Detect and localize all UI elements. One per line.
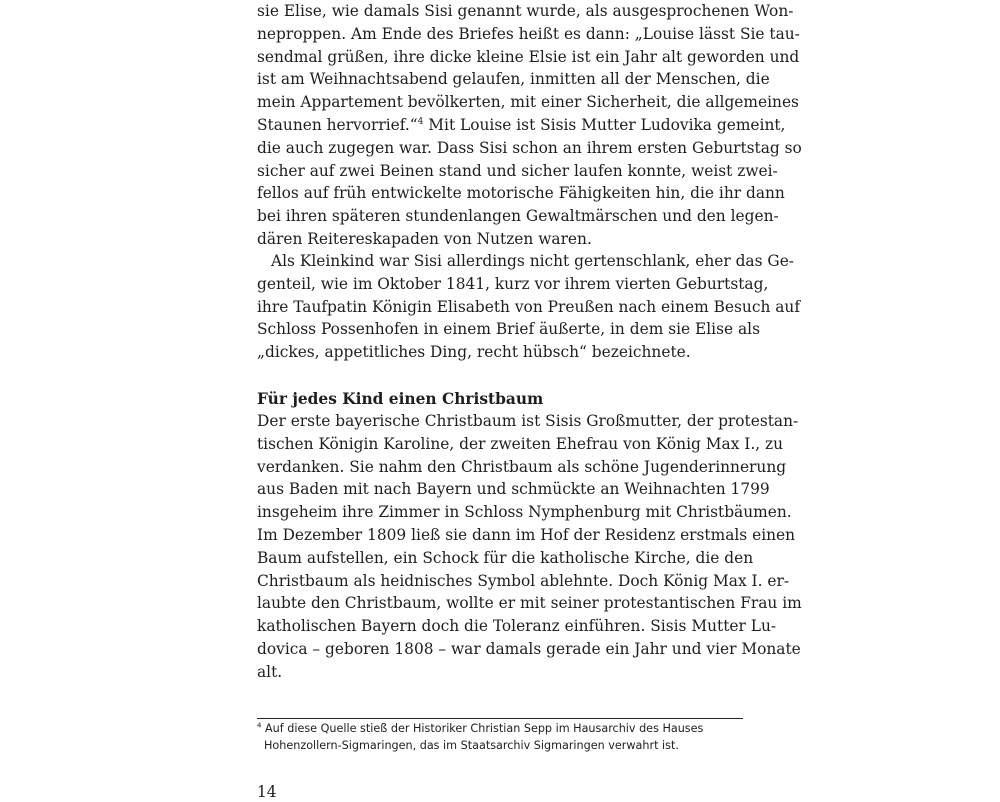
footnote-divider — [257, 718, 743, 719]
footnote-marker: 4 — [257, 721, 262, 730]
text-line: bei ihren späteren stundenlangen Gewaltmärschen und den legen- — [257, 207, 779, 226]
footnote-line — [257, 720, 743, 737]
text-line: neproppen. Am Ende des Briefes heißt es dann: „Louise lässt Sie tau- — [257, 24, 800, 43]
paragraph-christmas-tree — [257, 410, 802, 684]
paragraph-sisi-first-birthday — [257, 0, 802, 251]
text-line: alt. — [257, 662, 283, 681]
text-line: fellos auf früh entwickelte motorische Fähigkeiten hin, die ihr dann — [257, 184, 785, 203]
text-line: Christbaum als heidnisches Symbol ablehnte. Doch König Max I. er- — [257, 571, 790, 590]
text-line: Baum aufstellen, ein Schock für die katholische Kirche, die den — [257, 548, 754, 567]
text-line: ist am Weihnachtsabend gelaufen, inmitten all der Menschen, die — [257, 70, 770, 89]
text-line: verdanken. Sie nahm den Christbaum als schöne Jugenderinnerung — [257, 457, 787, 476]
text-line: dären Reitereskapaden von Nutzen waren. — [257, 229, 592, 248]
text-line: ihre Taufpatin Königin Elisabeth von Preußen nach einem Besuch auf — [257, 297, 801, 316]
text-line: „dickes, appetitliches Ding, recht hübsch“ bezeichnete. — [257, 343, 691, 362]
text-line: sicher auf zwei Beinen stand und sicher laufen konnte, weist zwei- — [257, 161, 778, 180]
text-line: sie Elise, wie damals Sisi genannt wurde, als ausgesprochenen Won- — [257, 2, 794, 20]
book-page — [257, 0, 802, 801]
text-line: dovica – geboren 1808 – war damals gerade ein Jahr und vier Monate — [257, 639, 801, 658]
text-line: Der erste bayerische Christbaum ist Sisis Großmutter, der protestan- — [257, 412, 799, 430]
text-line: sendmal grüßen, ihre dicke kleine Elsie ist ein Jahr alt geworden und — [257, 47, 800, 66]
text-line: insgeheim ihre Zimmer in Schloss Nymphenburg mit Christbäumen. — [257, 503, 792, 522]
text-line: laubte den Christbaum, wollte er mit seiner protestantischen Frau im — [257, 594, 802, 613]
footnote — [257, 720, 743, 754]
footnote-text: Auf diese Quelle stieß der Historiker Christian Sepp im Hausarchiv des Hauses — [261, 722, 704, 735]
text-fragment: Mit Louise ist Sisis Mutter Ludovika gemeint, — [423, 115, 786, 134]
text-line: katholischen Bayern doch die Toleranz einführen. Sisis Mutter Lu- — [257, 617, 777, 636]
paragraph-toddler-sisi — [257, 250, 801, 364]
text-line: tischen Königin Karoline, der zweiten Ehefrau von König Max I., zu — [257, 434, 784, 453]
text-line-with-footnote-ref — [257, 114, 786, 137]
text-line: Als Kleinkind war Sisi allerdings nicht gertenschlank, eher das Ge- — [271, 252, 795, 270]
page-number: 14 — [257, 783, 277, 801]
section-heading: Für jedes Kind einen Christbaum — [257, 390, 544, 408]
footnote-reference: 4 — [417, 116, 424, 127]
text-line: Im Dezember 1809 ließ sie dann im Hof der Residenz erstmals einen — [257, 525, 796, 544]
text-line: mein Appartement bevölkerten, mit einer Sicherheit, die allgemeines — [257, 93, 799, 112]
text-line: die auch zugegen war. Dass Sisi schon an ihrem ersten Geburtstag so — [257, 138, 802, 157]
text-fragment: Staunen hervorrief.“ — [257, 115, 418, 134]
text-line: Schloss Possenhofen in einem Brief äußerte, in dem sie Elise als — [257, 320, 760, 339]
footnote-line: Hohenzollern-Sigmaringen, das im Staatsarchiv Sigmaringen verwahrt ist. — [264, 739, 679, 752]
text-line: aus Baden mit nach Bayern und schmückte an Weihnachten 1799 — [257, 480, 770, 499]
text-line: genteil, wie im Oktober 1841, kurz vor ihrem vierten Geburtstag, — [257, 274, 769, 293]
